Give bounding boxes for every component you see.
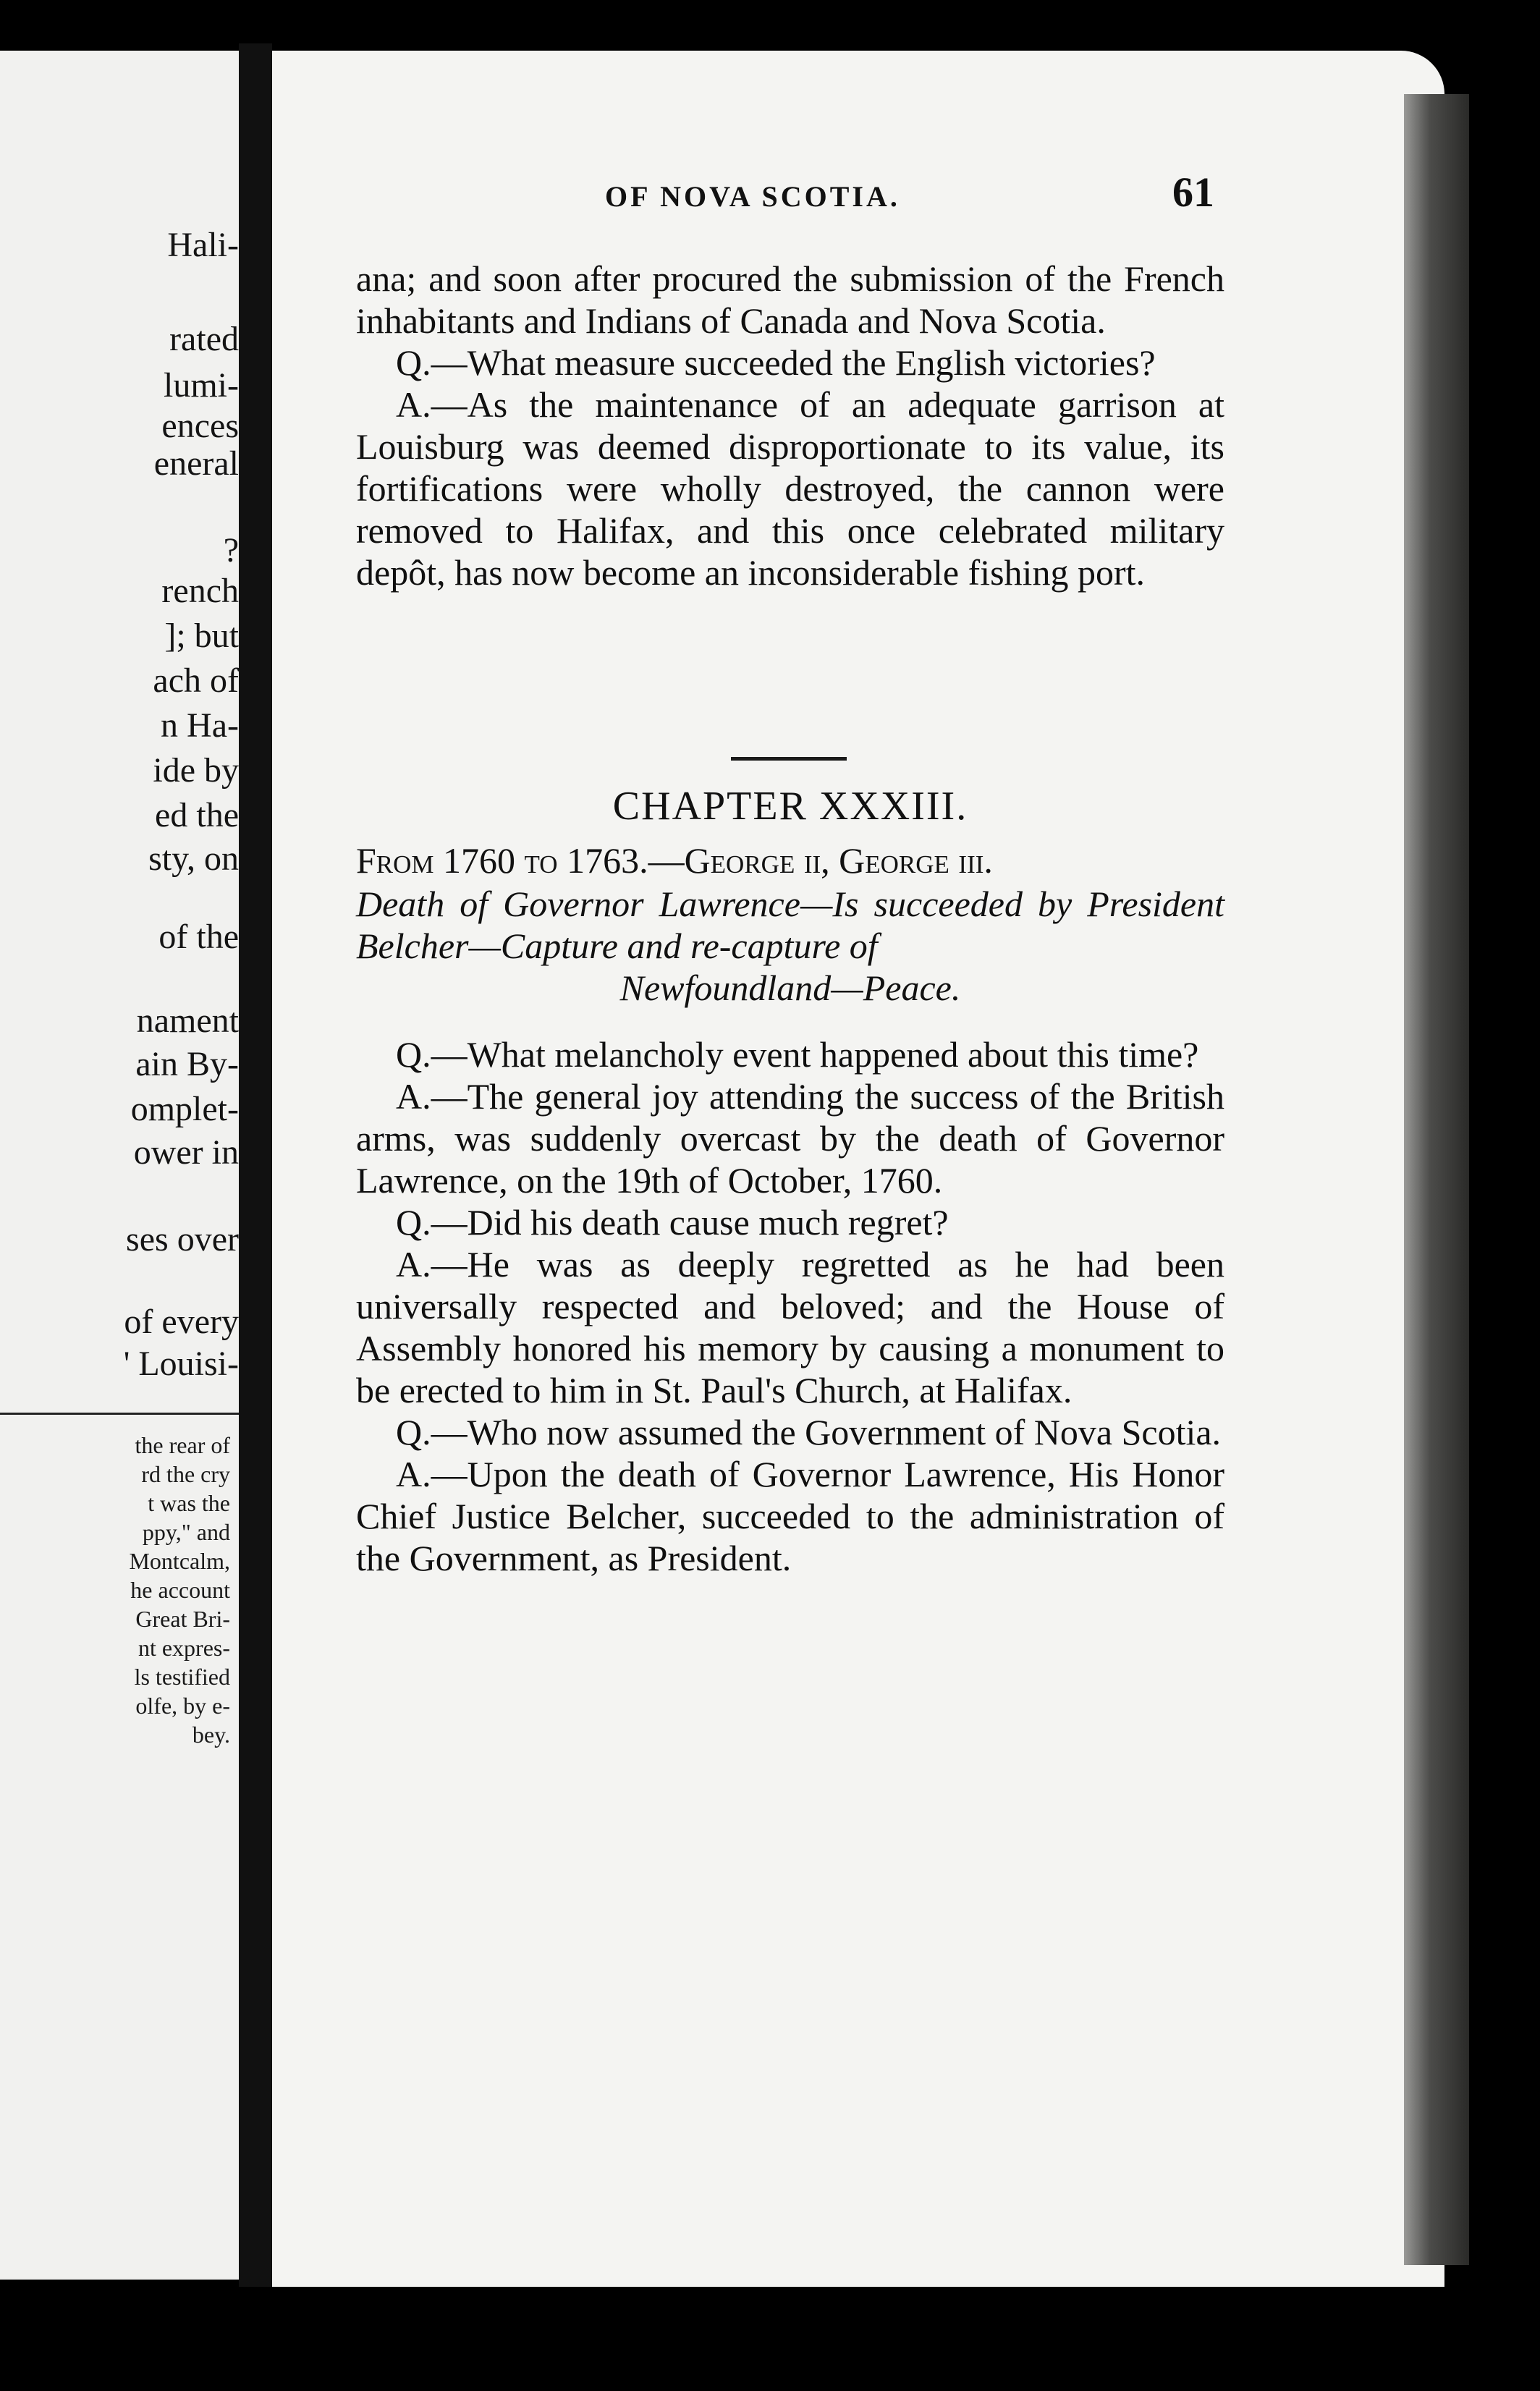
left-footnote-line: ls testified (134, 1664, 230, 1690)
left-text-fragment: ain By- (135, 1045, 239, 1083)
left-footnote-line: t was the (148, 1490, 230, 1516)
left-text-fragment: ide by (153, 751, 239, 790)
left-footnote-line: nt expres- (138, 1635, 230, 1661)
chapter-summary-text: Death of Governor Lawrence—Is succeeded by President Belcher—Capture and re-capture of (356, 884, 1224, 966)
left-footnote-rule (0, 1413, 239, 1415)
question-paragraph: Q.—What melancholy event happened about this time? (396, 1034, 1199, 1075)
page-number: 61 (1172, 169, 1214, 216)
chapter-summary-last-line: Newfoundland—Peace. (619, 968, 961, 1008)
question-paragraph: Q.—Who now assumed the Government of Nova Scotia. (396, 1412, 1222, 1452)
left-text-fragment: ' Louisi- (123, 1345, 239, 1383)
left-text-fragment: rench (161, 572, 239, 610)
running-head: OF NOVA SCOTIA. (605, 180, 900, 213)
chapter-title: CHAPTER XXXIII. (612, 784, 968, 829)
left-text-fragment: nament (136, 1002, 239, 1040)
answer-paragraph: A.—He was as deeply regretted as he had been universally respected and beloved; and the House of Assembly honored his memory by causing a monument to be erected to him in St. Paul's Church, at Halifax. (356, 1244, 1224, 1410)
chapter-summary (356, 883, 1224, 1009)
left-footnote-line: Great Bri- (135, 1606, 230, 1632)
answer-paragraph: A.—The general joy attending the success of the British arms, was suddenly overcast by the death of Governor Lawrence, on the 19th of October, 1760. (356, 1076, 1224, 1201)
left-text-fragment: n Ha- (161, 706, 239, 745)
paragraph-continuation: ana; and soon after procured the submission of the French inhabitants and Indians of Canada and Nova Scotia. (356, 258, 1224, 341)
left-text-fragment: ach of (153, 661, 239, 700)
left-footnote-line: olfe, by e- (135, 1693, 230, 1719)
left-text-fragment: omplet- (130, 1090, 239, 1128)
body-text-block (356, 1033, 1224, 1579)
question-paragraph: Q.—What measure succeeded the English victories? (396, 342, 1156, 383)
book-gutter (239, 43, 272, 2287)
chapter-dates: From 1760 to 1763.—George ii, George iii. (356, 840, 993, 881)
left-text-fragment: ]; but (164, 617, 239, 655)
left-text-fragment: ed the (155, 796, 239, 834)
answer-paragraph: A.—Upon the death of Governor Lawrence, His Honor Chief Justice Belcher, succeeded to the administration of the Government, as President. (356, 1454, 1224, 1578)
top-text-block (356, 258, 1224, 593)
left-footnote-line: ppy," and (142, 1519, 230, 1545)
left-text-fragment: of every (124, 1303, 239, 1341)
left-text-fragment: ? (223, 531, 239, 570)
left-text-fragment: rated (169, 320, 239, 358)
left-footnote-line: the rear of (135, 1432, 230, 1458)
left-text-fragment: sty, on (148, 839, 239, 878)
left-footnote-line: he account (130, 1577, 230, 1603)
question-paragraph: Q.—Did his death cause much regret? (396, 1202, 949, 1243)
left-text-fragment: ses over (126, 1220, 239, 1258)
section-divider (731, 757, 847, 761)
left-text-fragment: ower in (133, 1133, 239, 1172)
left-text-fragment: eneral (153, 444, 239, 483)
page-edge (1404, 94, 1469, 2265)
left-text-fragment: Hali- (167, 226, 239, 264)
left-footnote-line: rd the cry (141, 1461, 230, 1487)
left-footnote-line: Montcalm, (129, 1548, 230, 1574)
answer-paragraph: A.—As the maintenance of an adequate garrison at Louisburg was deemed disproportionate to its value, its fortifications were wholly destroyed, the cannon were removed to Halifax, and this once celebrated military depôt, has now become an inconsiderable fishing port. (356, 384, 1224, 593)
left-text-fragment: lumi- (164, 366, 239, 405)
left-text-fragment: ences (161, 407, 239, 445)
left-text-fragment: of the (158, 918, 239, 956)
left-footnote-line: bey. (192, 1722, 230, 1748)
